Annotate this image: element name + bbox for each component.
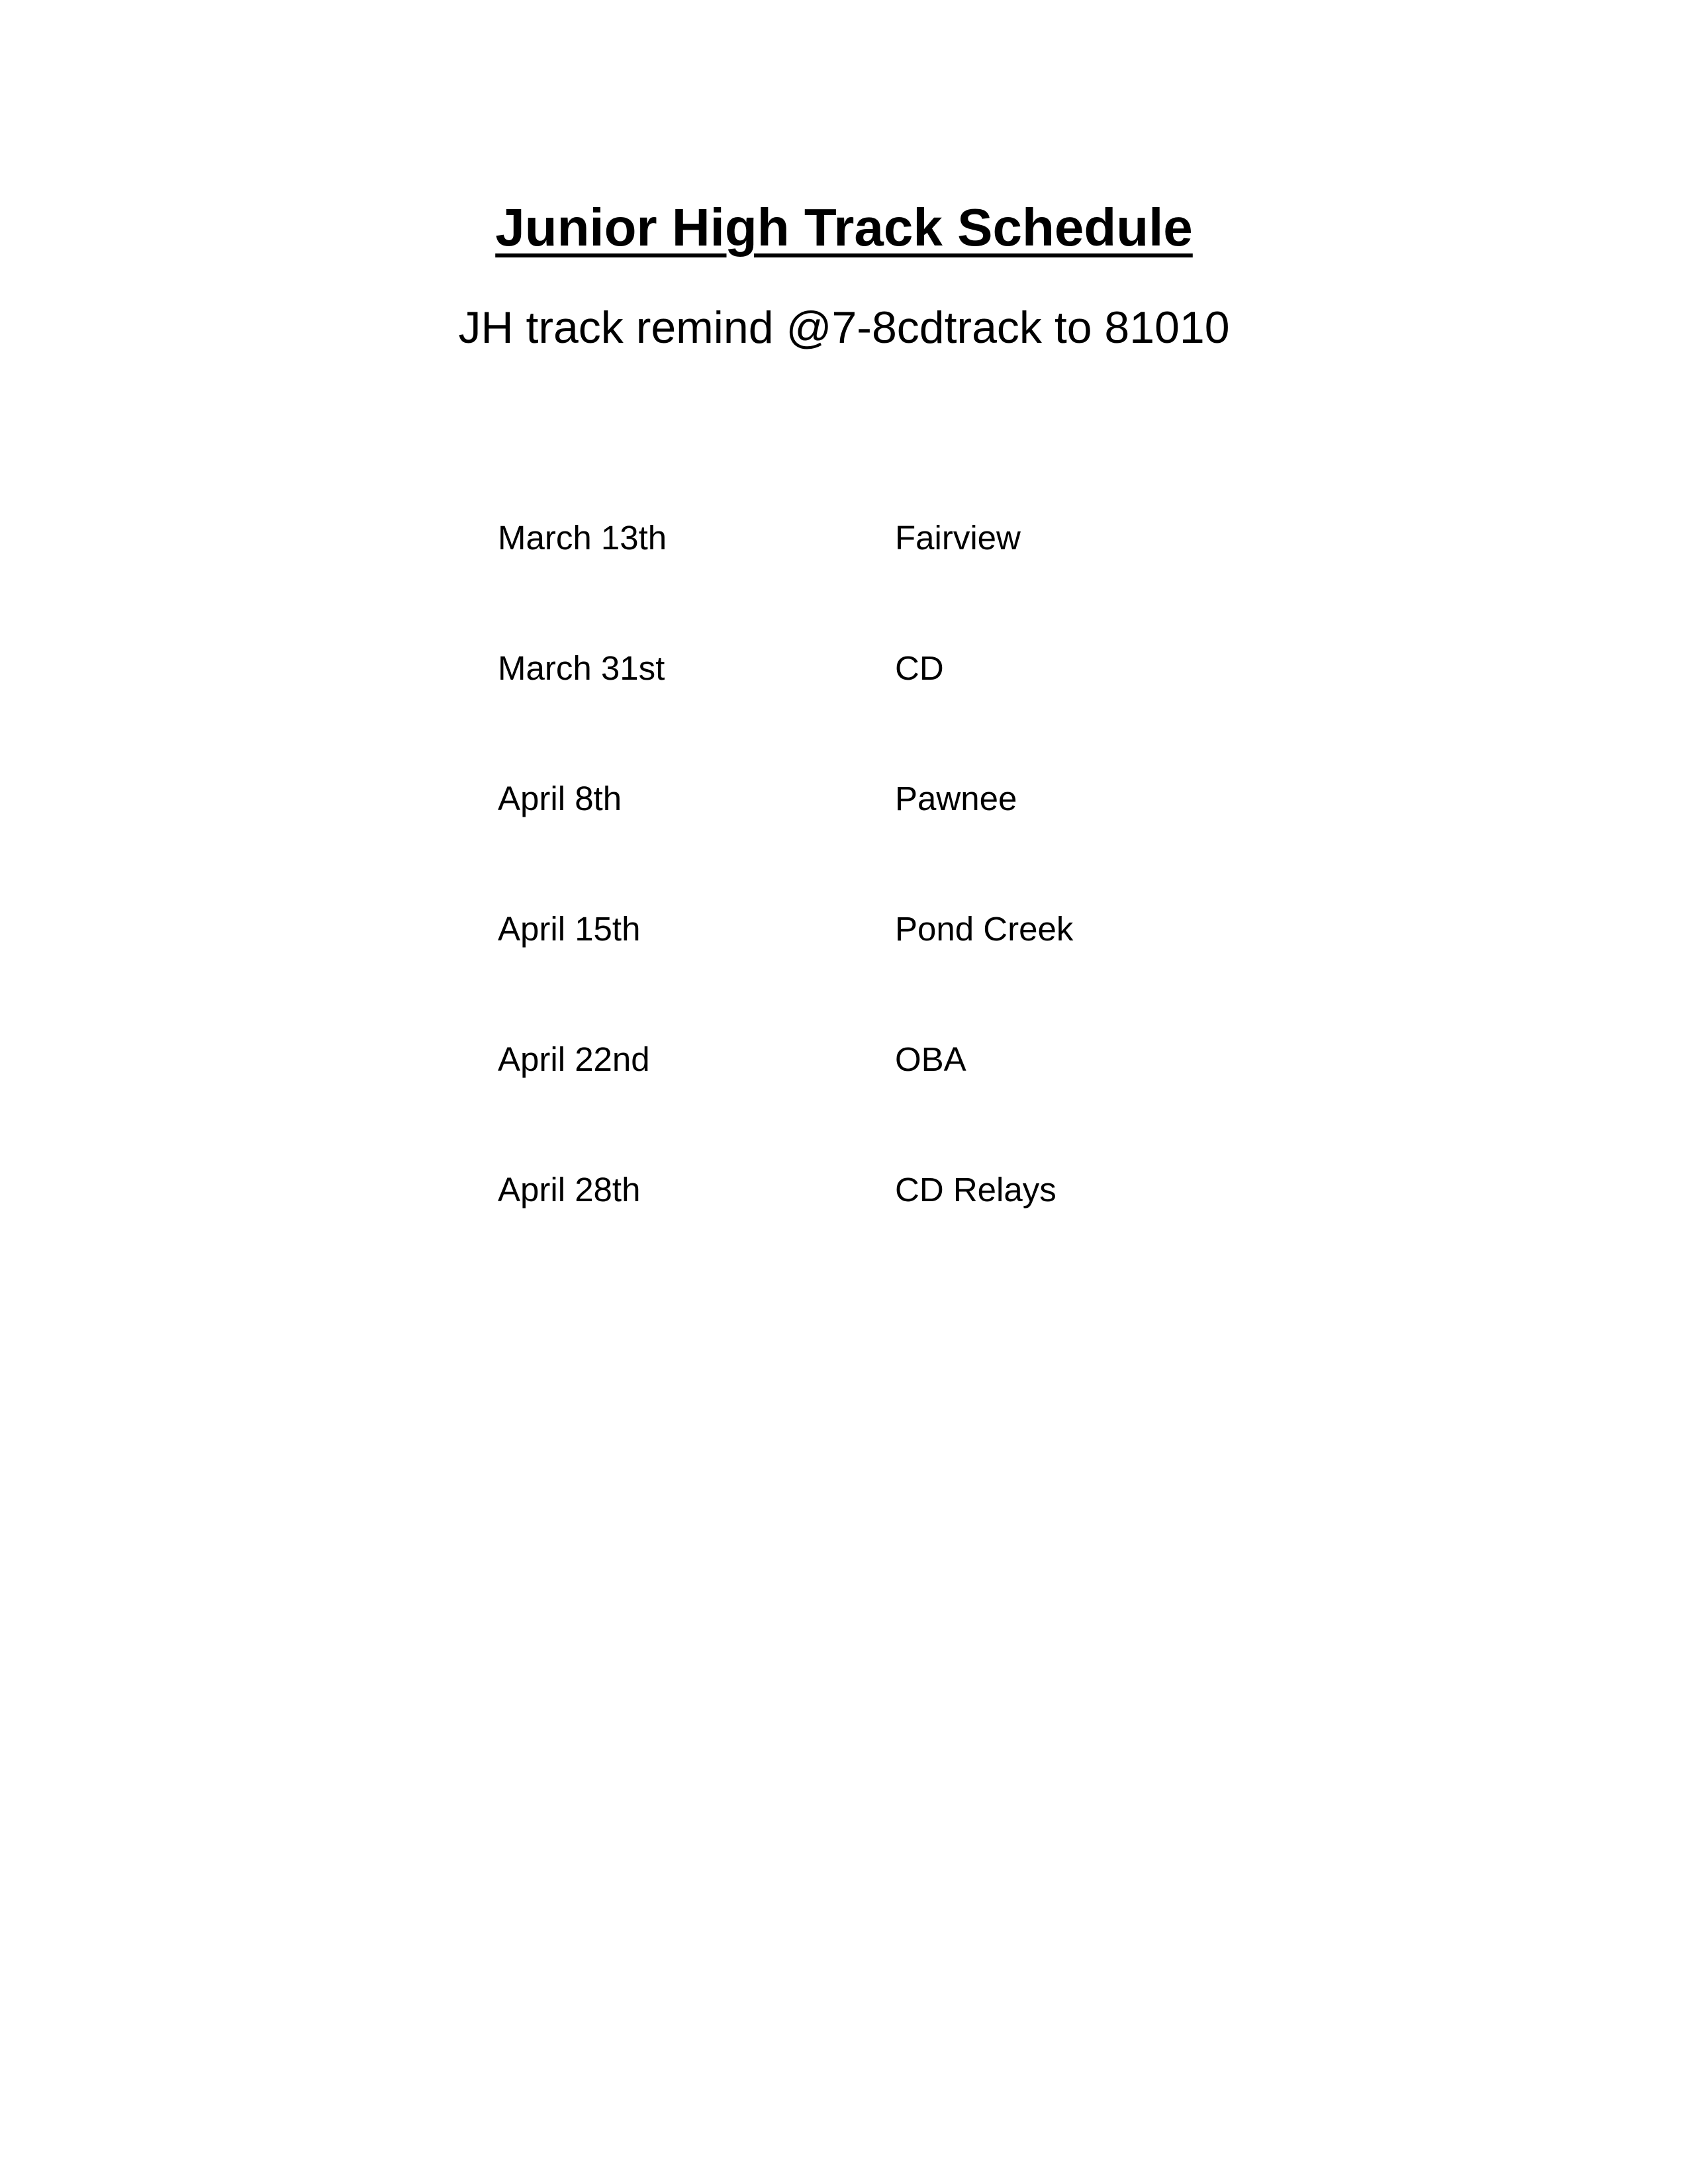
schedule-date: April 15th <box>498 910 641 948</box>
schedule-venue: CD Relays <box>895 1171 1056 1208</box>
schedule-date: April 22nd <box>498 1040 650 1078</box>
schedule-row <box>498 778 1425 909</box>
schedule-row <box>498 1039 1425 1169</box>
schedule-list <box>498 518 1425 1300</box>
schedule-venue: Fairview <box>895 519 1021 557</box>
schedule-venue: OBA <box>895 1040 966 1078</box>
schedule-venue: CD <box>895 649 944 687</box>
schedule-venue: Pawnee <box>895 780 1017 817</box>
schedule-date: March 31st <box>498 649 665 687</box>
schedule-date: April 8th <box>498 780 622 817</box>
schedule-row <box>498 1169 1425 1300</box>
schedule-row <box>498 648 1425 778</box>
schedule-date: March 13th <box>498 519 667 557</box>
schedule-date: April 28th <box>498 1171 641 1208</box>
page-subtitle: JH track remind @7-8cdtrack to 81010 <box>458 302 1230 353</box>
schedule-row <box>498 518 1425 648</box>
schedule-row <box>498 909 1425 1039</box>
schedule-venue: Pond Creek <box>895 910 1074 948</box>
page-title: Junior High Track Schedule <box>495 198 1193 257</box>
